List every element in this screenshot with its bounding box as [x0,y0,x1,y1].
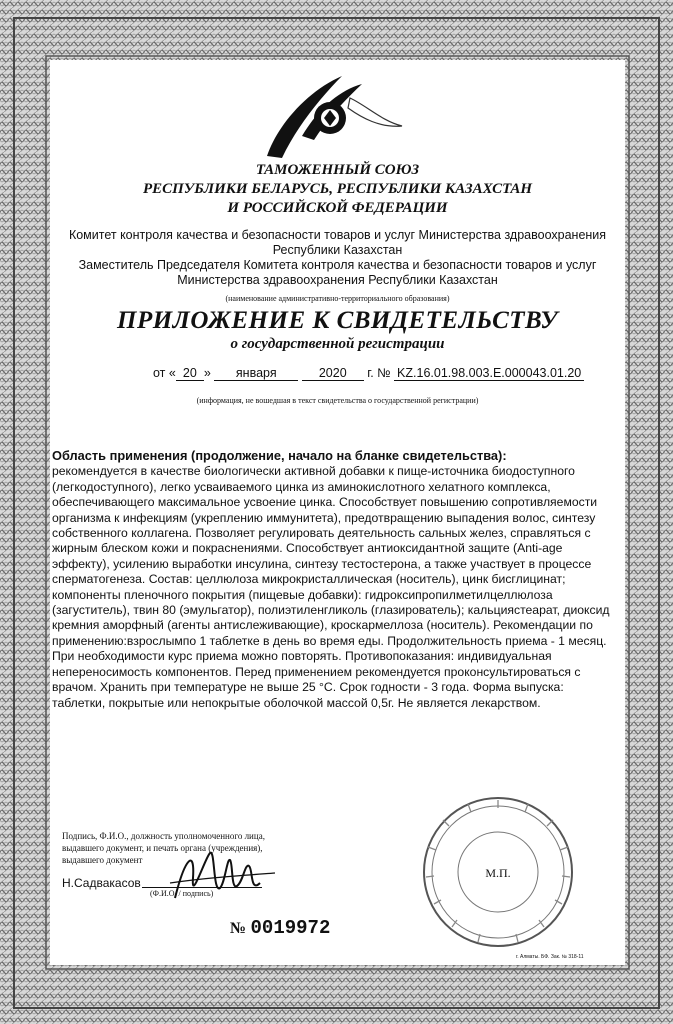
scope-line: обеспечивающего максимальное усвоение цинка. Способствует повышению сопротивляемости [52,495,598,510]
scope-line: жирным блеском кожи и покраснениями. Способствует антиоксидантной защите (Anti-age [52,541,563,556]
scope-line: (легкодоступного), легко усваиваемого цинка из аминокислотного хелатного комплекса, [52,479,551,494]
reg-year: 2020 [302,366,364,381]
deputy-line-1: Заместитель Председателя Комитета контроля качества и безопасности товаров и услуг [78,258,597,272]
form-number-value: 0019972 [250,917,331,939]
printer-info: г. Алматы. БФ. Зак. № 318-11 [516,954,584,960]
registration-line [153,366,584,381]
scope-line: врачом. Хранить при температуре не выше 25 °С. Срок годности - 3 года. Форма выпуска: [52,680,564,695]
scope-line: кремния аморфный (агенты антислеживающие), кроскармеллоза (носитель). Рекомендации по [52,618,593,633]
handwritten-signature-icon [165,838,285,913]
admin-caption: (наименование административно-территориального образования) [225,294,450,303]
scope-line: непереносимость компонентов. Перед применением рекомендуется проконсультироваться с [52,664,581,679]
reg-number: KZ.16.01.98.003.Е.000043.01.20 [394,366,584,381]
signature-caption-line-1: Подпись, Ф.И.О., должность уполномоченного лица, [62,831,265,841]
document-title: ПРИЛОЖЕНИЕ К СВИДЕТЕЛЬСТВУ [117,307,558,334]
union-title-line-2: РЕСПУБЛИКИ БЕЛАРУСЬ, РЕСПУБЛИКИ КАЗАХСТАН [142,181,533,197]
signature-caption-line-3: выдавшего документ [62,855,143,865]
year-suffix: г. [367,366,374,380]
scope-line: сперматогенеза. Состав: целлюлоза микрокристаллическая (носитель), цинк бисглицинат; [52,572,566,587]
info-caption: (информация, не вошедшая в текст свидетельства о государственной регистрации) [196,396,479,405]
date-mid: » [203,366,211,380]
scope-heading: Область применения (продолжение, начало на бланке свидетельства): [52,448,507,463]
scope-line: применению:взрослымпо 1 таблетке в день во время еды. Продолжительность приема - 1 месяц. [52,633,607,648]
scope-line: компоненты пленочного покрытия (пищевые добавки): гидроксипропилметилцеллюлоза [52,587,553,602]
union-title-line-3: И РОССИЙСКОЙ ФЕДЕРАЦИИ [227,200,448,216]
official-stamp-icon [418,792,578,952]
scope-line: (загуститель), твин 80 (эмульгатор), полиэтиленгликоль (глазирователь); кальцияcтеарат, диоксид [52,603,610,618]
union-title-line-1: ТАМОЖЕННЫЙ СОЮЗ [255,162,420,178]
signature-caption-line-2: выдавшего документ, и печать органа (учреждения), [62,843,263,853]
signatory-name: Н.Садвакасов [62,876,141,890]
reg-day: 20 [176,366,204,381]
signature-field-caption: (Ф.И.О. / подпись) [150,889,214,898]
number-label: № [377,366,391,380]
date-prefix: от « [153,366,176,380]
form-number [230,917,330,939]
scope-line: эффекту), усилению выработки инсулина, синтезу тестостерона, а также участвует в процессе [52,556,592,571]
scope-line: собственного коллагена. Позволяет регулировать деятельность сальных желез, справляться с [52,526,591,541]
form-number-prefix: № [230,920,247,937]
reg-month: января [214,366,298,381]
committee-line-1: Комитет контроля качества и безопасности товаров и услуг Министерства здравоохранения [68,228,607,242]
document-subtitle: о государственной регистрации [230,336,445,352]
scope-line: При необходимости курс приема можно повторять. Противопоказания: индивидуальная [52,649,552,664]
deputy-line-2: Министерства здравоохранения Республики Казахстан [177,273,498,287]
scope-line: таблетки, покрытые или непокрытые оболочкой массой 0,5г. Не является лекарством. [52,695,541,710]
customs-union-logo-icon [262,66,412,161]
committee-line-2: Республики Казахстан [272,243,403,257]
scope-line: организма к инфекциям (укреплению иммунитета), предотвращению выпадения волос, синтезу [52,510,596,525]
scope-line: рекомендуется в качестве биологически активной добавки к пище-источника биодоступного [52,464,575,479]
stamp-label: М.П. [485,866,511,880]
scope-section [52,448,612,711]
